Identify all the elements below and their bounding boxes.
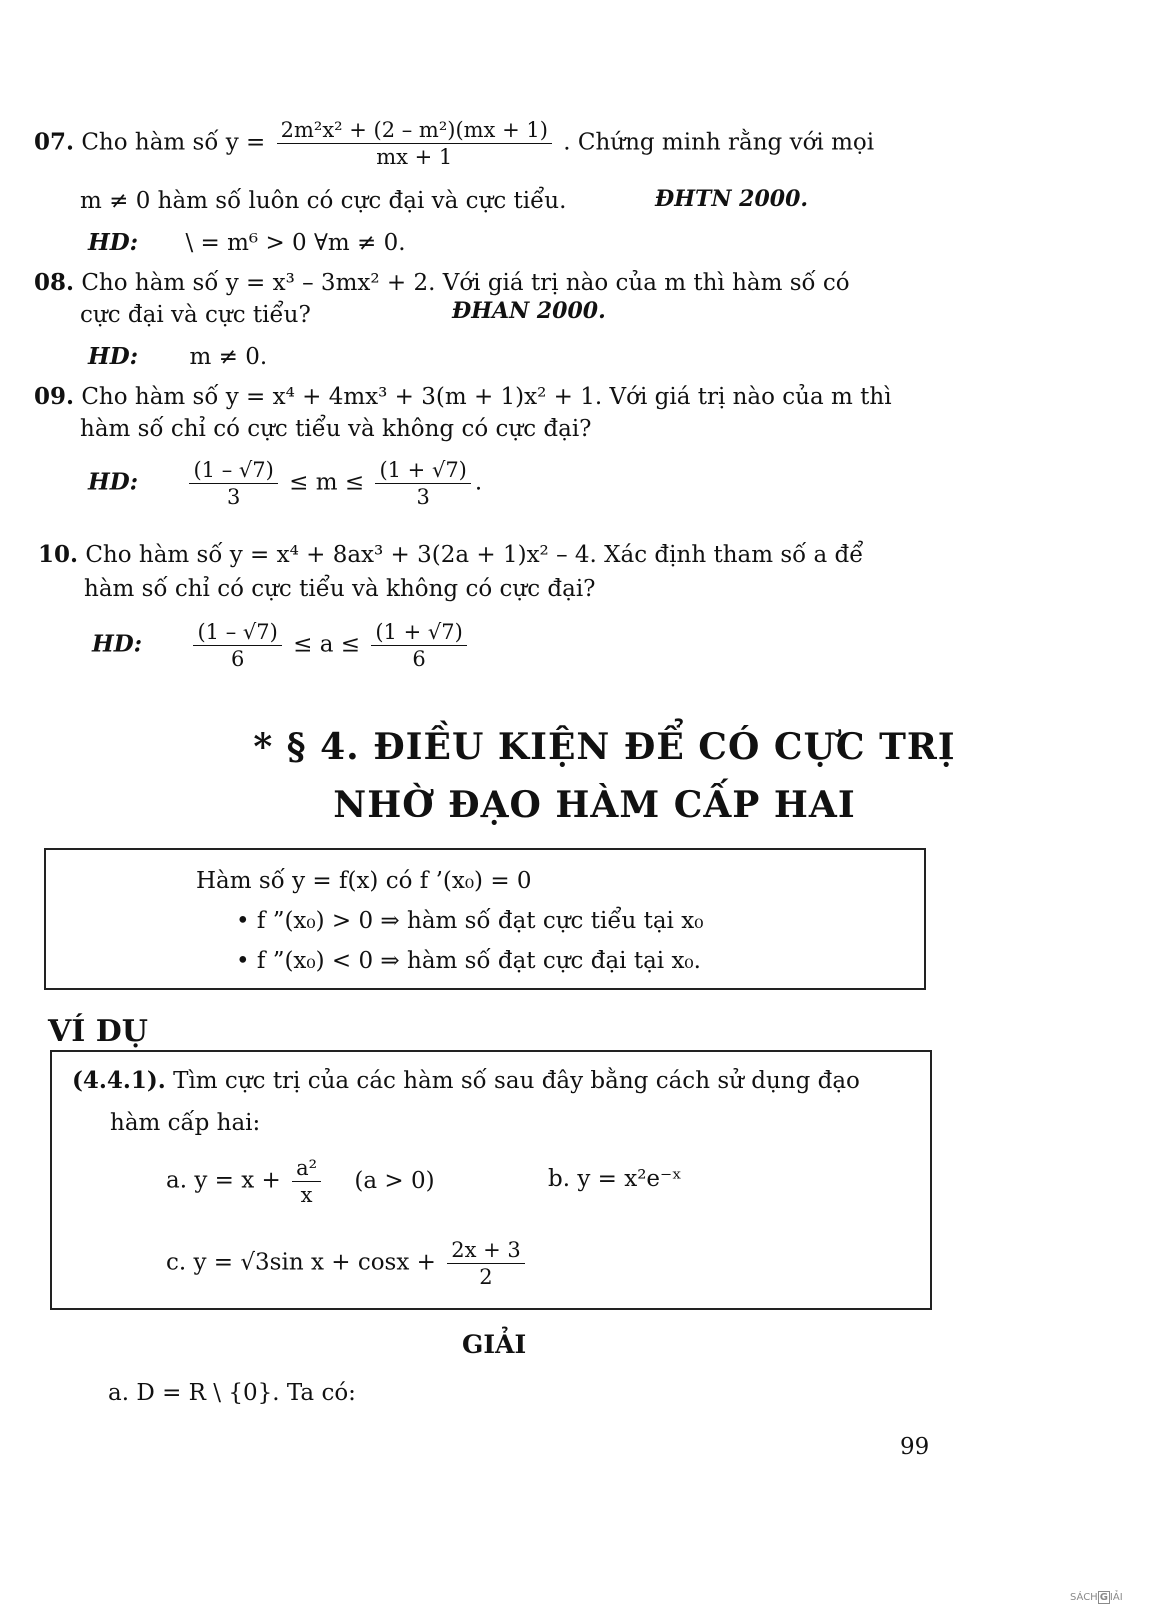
hint-fraction-left [193,620,281,671]
hint-label: HD: [92,630,143,658]
item-c-fraction [447,1238,525,1289]
hint-inequality: ≤ m ≤ [289,469,365,496]
hint-label: HD: [88,468,139,496]
watermark-logo [1070,1592,1123,1603]
exercise-text: Cho hàm số y = x⁴ + 8ax³ + 3(2a + 1)x² – 4. Xác định tham số a để [85,542,864,568]
example-line1 [72,1066,860,1096]
exercise-10-line1 [38,540,863,570]
chapter-title-line1: * § 4. ĐIỀU KIỆN ĐỂ CÓ CỰC TRỊ [253,726,956,768]
example-label: (4.4.1). [72,1067,166,1094]
theorem-line2: • f ”(x₀) > 0 ⇒ hàm số đạt cực tiểu tại x₀ [236,908,704,934]
fraction-numerator: (1 – √7) [189,458,277,484]
exercise-number: 08. [34,269,75,296]
hint-fraction-left [189,458,277,509]
item-a-text: a. y = x + [166,1167,281,1194]
fraction-numerator: (1 – √7) [193,620,281,646]
watermark-right: IẢI [1109,1592,1123,1603]
fraction-denominator: 6 [412,647,426,671]
fraction-denominator: x [300,1183,313,1207]
fraction-denominator: mx + 1 [376,145,453,169]
exercise-number: 07. [34,128,75,156]
fraction-numerator: 2m²x² + (2 – m²)(mx + 1) [277,118,552,144]
item-c-text: c. y = √3sin x + cosx + [166,1249,436,1276]
example-text: Tìm cực trị của các hàm số sau đây bằng cách sử dụng đạo [173,1068,860,1094]
solution-line: a. D = R \ {0}. Ta có: [108,1380,356,1406]
hint-07 [88,228,406,258]
example-box [50,1050,932,1310]
watermark-mid: G [1099,1592,1108,1603]
fraction-denominator: 2 [479,1265,493,1289]
exercise-08-line1 [34,268,850,298]
item-a-fraction [292,1156,321,1207]
solution-heading: GIẢI [462,1330,527,1359]
chapter-title-line2: NHỜ ĐẠO HÀM CẤP HAI [333,784,856,826]
hint-fraction-right [371,620,466,671]
page-number: 99 [900,1434,930,1460]
exercise-source: ĐHAN 2000. [452,298,606,324]
example-item-c [166,1238,529,1289]
exercise-text: Cho hàm số y = x⁴ + 4mx³ + 3(m + 1)x² + 1. Với giá trị nào của m thì [81,384,892,410]
hint-inequality: ≤ a ≤ [293,631,361,658]
fraction-denominator: 3 [416,485,430,509]
theorem-box [44,848,926,990]
exercise-09-line1 [34,382,892,412]
hint-09 [88,458,482,509]
exercise-07-line2 [80,186,566,216]
exercise-source: ĐHTN 2000. [655,186,809,212]
hint-text: \ = m⁶ > 0 ∀m ≠ 0. [185,230,406,256]
exercise-09-line2 [80,414,592,444]
exercise-text: Cho hàm số y = x³ – 3mx² + 2. Với giá trị nào của m thì hàm số có [81,270,850,296]
example-line2: hàm cấp hai: [110,1110,261,1136]
fraction-denominator: 6 [230,647,245,671]
theorem-line3: • f ”(x₀) < 0 ⇒ hàm số đạt cực đại tại x₀. [236,948,701,974]
exercise-number: 09. [34,383,75,410]
hint-label: HD: [88,229,139,256]
exercise-text: hàm số chỉ có cực tiểu và không có cực đại? [80,416,592,442]
example-heading: VÍ DỤ [48,1014,148,1049]
hint-10 [92,620,471,671]
fraction-numerator: (1 + √7) [371,620,466,646]
hint-label: HD: [88,343,139,370]
hint-text: m ≠ 0. [189,344,268,370]
fraction-denominator: 3 [226,485,241,509]
exercise-text: hàm số chỉ có cực tiểu và không có cực đại? [84,576,596,602]
exercise-07-line1 [34,118,874,169]
fraction-numerator: (1 + √7) [375,458,470,484]
exercise-number: 10. [38,541,79,568]
hint-fraction-right [375,458,470,509]
item-a-condition: (a > 0) [354,1167,435,1194]
theorem-line1: Hàm số y = f(x) có f ’(x₀) = 0 [196,868,532,894]
function-fraction [277,118,552,169]
exercise-text: m ≠ 0 hàm số luôn có cực đại và cực tiểu. [80,188,567,214]
fraction-numerator: a² [292,1156,321,1182]
exercise-08-line2 [80,300,311,330]
exercise-text: cực đại và cực tiểu? [80,302,311,328]
exercise-text: . Chứng minh rằng với mọi [563,129,875,156]
hint-08 [88,342,267,372]
exercise-text: Cho hàm số y = [81,129,266,156]
fraction-numerator: 2x + 3 [447,1238,525,1264]
exercise-10-line2 [84,574,596,604]
example-item-a [166,1156,435,1207]
example-item-b: b. y = x²e⁻ˣ [548,1166,682,1192]
watermark-left: SÁCH [1070,1592,1098,1603]
hint-end: . [474,469,483,496]
